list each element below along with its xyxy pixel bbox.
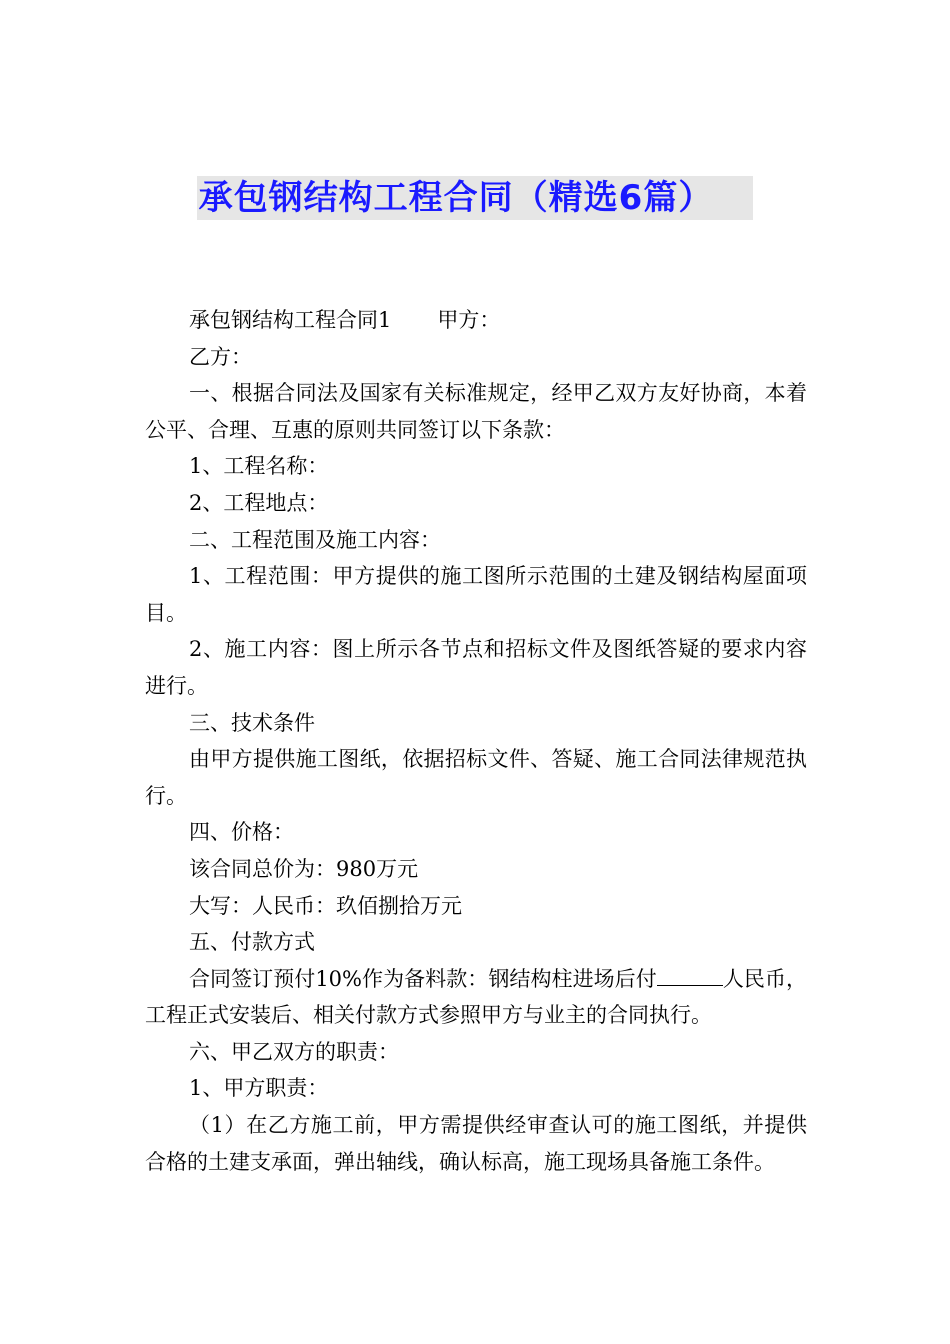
paragraph-price-in-words: 大写：人民币：玖佰捌拾万元 <box>189 893 462 918</box>
payment-terms-part1: 合同签订预付10%作为备料款：钢结构柱进场后付 <box>189 966 657 991</box>
paragraph-total-price: 该合同总价为：980万元 <box>189 856 419 881</box>
paragraph-clause-3: 三、技术条件 <box>189 710 315 735</box>
paragraph-payment-terms <box>145 961 807 1034</box>
paragraph-clause-5: 五、付款方式 <box>189 930 315 955</box>
paragraph-technical-conditions: 由甲方提供施工图纸，依据招标文件、答疑、施工合同法律规范执行。 <box>145 747 807 808</box>
paragraph-party-b: 乙方： <box>189 344 252 369</box>
paragraph-clause-2: 二、工程范围及施工内容： <box>189 527 441 552</box>
contract-heading: 承包钢结构工程合同1 <box>189 308 392 332</box>
paragraph-contract-heading <box>145 302 807 339</box>
paragraph-clause-4: 四、价格： <box>189 820 294 845</box>
paragraph-party-a-duties: 1、甲方职责： <box>189 1076 329 1101</box>
paragraph-project-scope: 1、工程范围：甲方提供的施工图所示范围的土建及钢结构屋面项目。 <box>145 564 807 625</box>
payment-terms-part2: 人民币，工程正式安装后、相关付款方式参照甲方与业主的合同执行。 <box>145 966 807 1028</box>
party-a-label: 甲方： <box>437 308 501 332</box>
document-title: 承包钢结构工程合同（精选6篇） <box>197 176 754 220</box>
paragraph-clause-6: 六、甲乙双方的职责： <box>189 1039 399 1064</box>
paragraph-project-location: 2、工程地点： <box>189 490 329 515</box>
paragraph-duty-1: （1）在乙方施工前，甲方需提供经审查认可的施工图纸，并提供合格的土建支承面，弹出轴线，确认标高，施工现场具备施工条件。 <box>145 1113 807 1174</box>
document-body <box>145 302 807 1180</box>
paragraph-construction-content: 2、施工内容：图上所示各节点和招标文件及图纸答疑的要求内容进行。 <box>145 637 807 698</box>
blank-underline <box>657 967 723 986</box>
paragraph-project-name: 1、工程名称： <box>189 454 329 479</box>
paragraph-clause-1: 一、根据合同法及国家有关标准规定，经甲乙双方友好协商，本着公平、合理、互惠的原则共同签订以下条款： <box>145 381 807 442</box>
title-wrap <box>0 176 950 220</box>
